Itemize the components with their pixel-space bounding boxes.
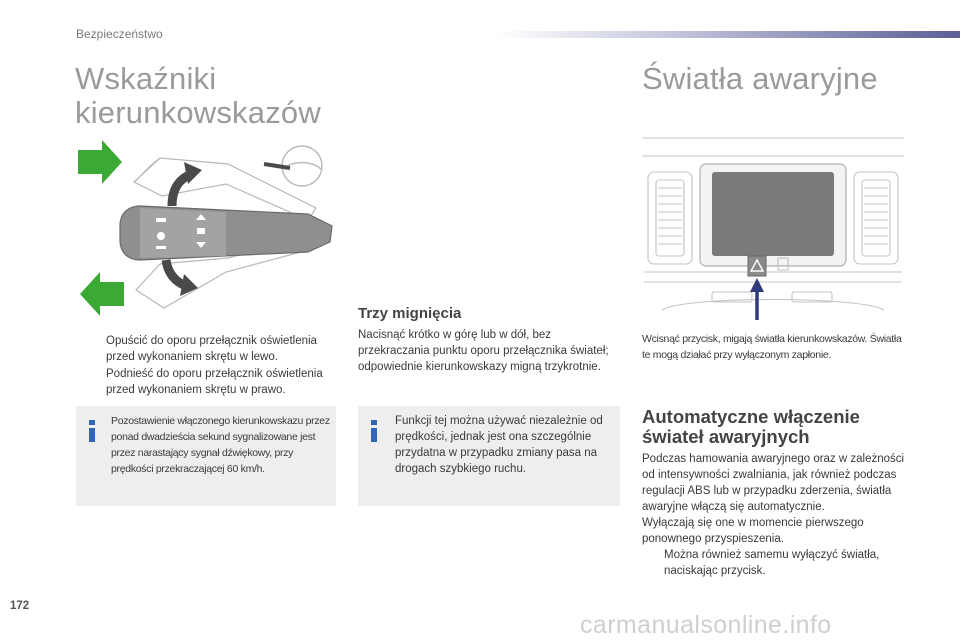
bullet-item: [642, 547, 910, 579]
info-box-lane-change: [358, 406, 620, 506]
page-title-turn-signals: [75, 62, 375, 130]
paragraph: Podczas hamowania awaryjnego oraz w zależności od intensywności zwalniania, jak również podczas regulacji ABS lub w przypadku zderzenia, światła awaryjne włączą się automatycznie.: [642, 453, 905, 513]
bullet-item: [84, 366, 336, 398]
heading-automatic-hazard: [642, 407, 932, 447]
info-icon: [370, 420, 378, 442]
bullet-text: Podnieść do oporu przełącznik oświetlenia przed wykonaniem skrętu w prawo.: [106, 368, 323, 396]
title-line-1: Wskaźniki: [75, 61, 217, 96]
info-icon: [88, 420, 96, 442]
green-arrow-left-icon: [80, 272, 124, 316]
info-box-warning: [76, 406, 336, 506]
header-gradient-bar: [497, 31, 960, 38]
page-number: 172: [10, 600, 30, 612]
bullet-text: Opuścić do oporu przełącznik oświetlenia przed wykonaniem skrętu w lewo.: [106, 335, 317, 363]
heading-line-2: świateł awaryjnych: [642, 426, 810, 447]
dashboard-hazard-button-illustration: [642, 132, 904, 322]
three-flashes-text: Nacisnąć krótko w górę lub w dół, bez przekraczania punktu oporu przełącznika świateł; odpowiednie kierunkowskazy migną trzykrotnie.: [358, 329, 609, 373]
title-line-2: kierunkowskazów: [75, 95, 321, 130]
hazard-caption: Wcisnąć przycisk, migają światła kierunkowskazów. Światła te mogą działać przy wyłączonym zapłonie.: [642, 333, 902, 361]
heading-three-flashes: Trzy mignięcia: [358, 305, 462, 322]
info-text: Pozostawienie włączonego kierunkowskazu przez ponad dwadzieścia sekund sygnalizowane jest przez narastający sygnał dźwiękowy, przy prędkości przekraczającej 60 km/h.: [111, 415, 330, 475]
green-arrow-right-icon: [78, 140, 122, 184]
watermark: carmanualsonline.info: [580, 611, 832, 639]
paragraph: Wyłączają się one w momencie pierwszego ponownego przyspieszenia.: [642, 517, 864, 545]
section-label: Bezpieczeństwo: [76, 27, 163, 41]
turn-signal-stalk-illustration: [76, 140, 338, 318]
turn-signal-instructions: [84, 333, 336, 398]
bullet-text: Można również samemu wyłączyć światła, naciskając przycisk.: [664, 549, 880, 577]
bullet-item: [84, 333, 336, 365]
page-title-hazard-lights: Światła awaryjne: [642, 61, 878, 96]
info-text: Funkcji tej można używać niezależnie od prędkości, jednak jest ona szczególnie przydatna w przypadku zmiany pasa na drogach szybkiego ruchu.: [395, 415, 603, 475]
heading-line-1: Automatyczne włączenie: [642, 406, 860, 427]
automatic-hazard-text: [642, 451, 910, 579]
